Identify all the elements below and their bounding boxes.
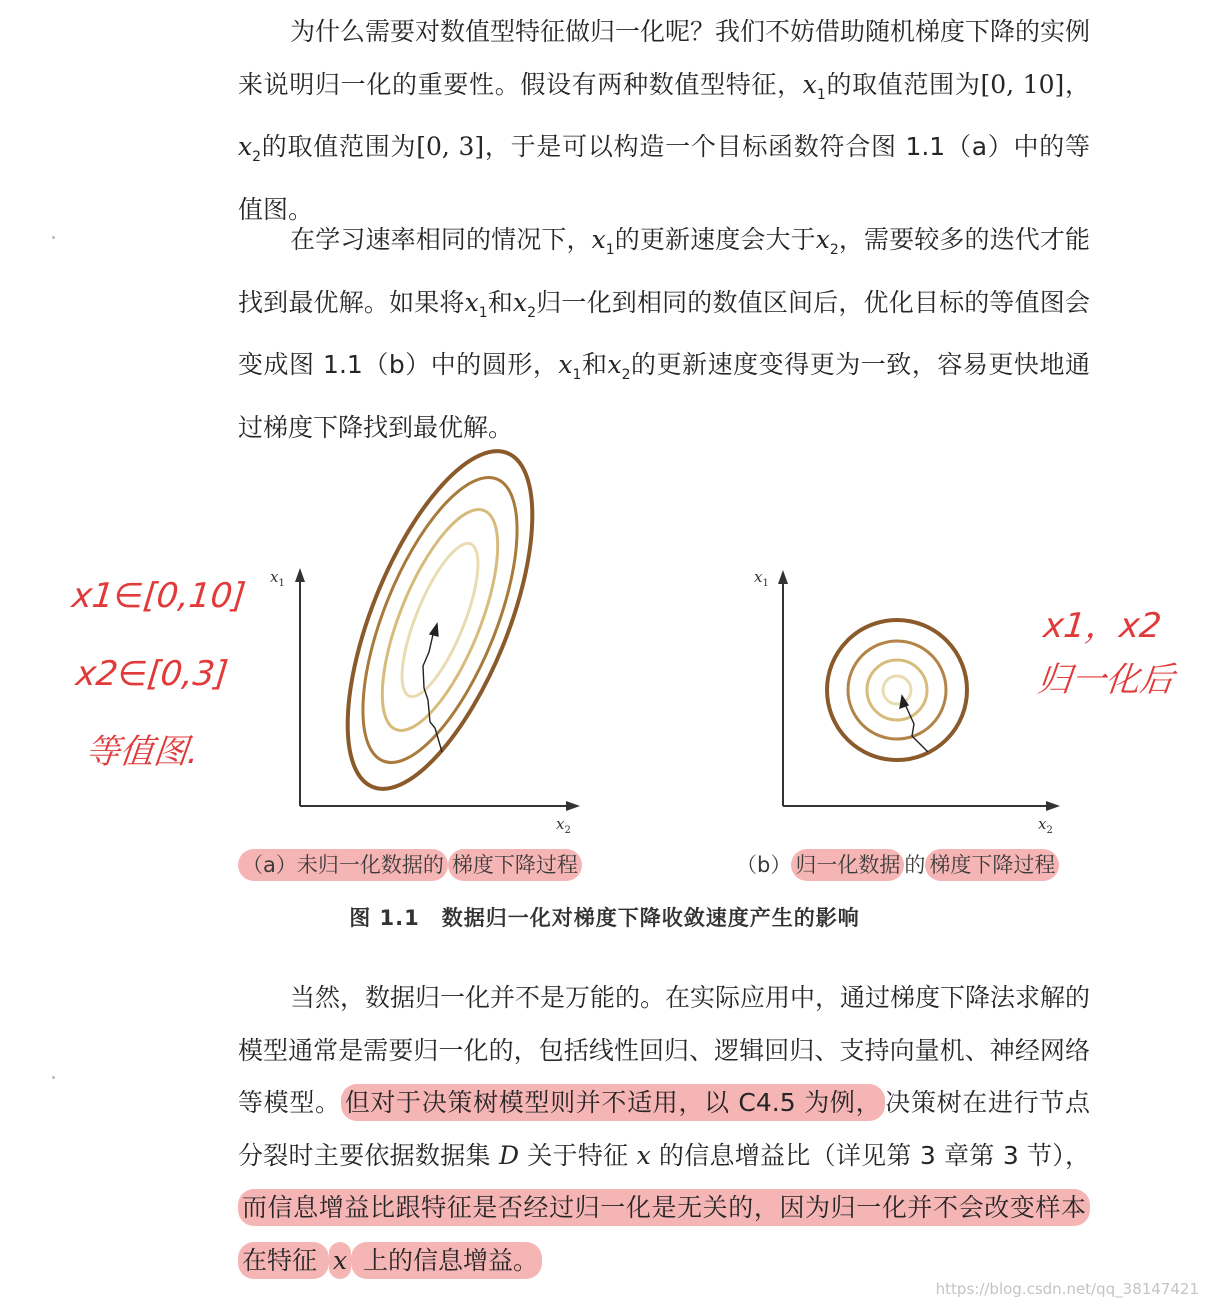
- text: 在学习速率相同的情况下，: [290, 225, 592, 254]
- sub: 1: [762, 578, 769, 589]
- subscript: 2: [829, 242, 839, 258]
- figure-a-caption: [238, 849, 582, 879]
- figure-b-caption: [736, 849, 1059, 879]
- annotation-left-1: x1∈[0,10]: [69, 576, 248, 616]
- range: [0, 3]: [416, 132, 485, 161]
- caption-a-text: （a）未归一化数据的: [238, 849, 448, 881]
- text: 归一化到相同的数值区间后，优化目标的等值图会变成图 1.1（b）中的圆形，: [238, 287, 1090, 379]
- annotation-right-1: x1，x2: [1041, 606, 1164, 646]
- text: 的取值范围为: [261, 132, 417, 161]
- caption-a-highlight: 梯度下降过程: [448, 849, 582, 881]
- variable: x: [802, 69, 817, 99]
- variable: x: [636, 1140, 651, 1170]
- contour-3: [867, 660, 927, 720]
- variable: x: [513, 287, 528, 317]
- annotation-left-2: x2∈[0,3]: [73, 654, 231, 694]
- highlight-2: 而信息增益比跟特征是否经过归一化是无关的，因为归一化并不会改变样本在特征: [238, 1189, 1090, 1279]
- subscript: 2: [527, 304, 537, 321]
- paragraph-3: [238, 972, 1090, 1287]
- variable: x: [607, 350, 622, 379]
- figure-b-axes: [778, 570, 1060, 811]
- caption-b-prefix: （b）: [736, 853, 792, 877]
- subscript: 2: [252, 149, 262, 165]
- text: 和: [487, 287, 513, 317]
- text: ，需要较多的迭代才能找到最优解。如果将: [238, 225, 1090, 317]
- figure-a-contours: [310, 428, 571, 813]
- contour-4: [883, 676, 911, 704]
- text: ，: [1064, 69, 1090, 99]
- text: 当然，数据归一化并不是万能的。在实际应用中，通过梯度下降法求解的模型通常是需要归一化的，包括线性回归、逻辑回归、支持向量机、神经网络等模型。: [238, 983, 1091, 1117]
- figure-title: 图 1.1 数据归一化对梯度下降收敛速度产生的影响: [349, 906, 860, 930]
- caption-b-highlight-2: 梯度下降过程: [925, 849, 1059, 881]
- text: 的取值范围为: [825, 69, 981, 99]
- variable: x: [815, 225, 830, 254]
- figure-a-x-label: [556, 815, 571, 836]
- variable: x: [558, 350, 573, 379]
- figure-a-y-label: [270, 568, 285, 589]
- figure-b-x-label: [1038, 815, 1053, 836]
- scan-speck: [52, 236, 55, 239]
- contour-4: [387, 535, 493, 705]
- caption-b-highlight-1: 归一化数据: [791, 849, 904, 881]
- text: 关于特征: [519, 1140, 637, 1170]
- text: 和: [581, 350, 608, 379]
- subscript: 2: [621, 367, 631, 383]
- caption-b-mid: 的: [904, 853, 926, 877]
- text: 的更新速度变得更为一致，容易更快地通过梯度下降找到最优解。: [238, 350, 1090, 442]
- text: 的信息增益比（详见第 3 章第 3 节），: [650, 1140, 1090, 1170]
- variable: D: [498, 1140, 520, 1170]
- sub: 1: [278, 578, 285, 589]
- range: [0, 10]: [980, 69, 1065, 99]
- subscript: 1: [572, 367, 582, 383]
- text: ，于是可以构造一个目标函数符合图 1.1（a）中的等值图。: [238, 132, 1090, 224]
- contour-2: [331, 458, 549, 782]
- var: x: [270, 568, 279, 586]
- contour-3: [359, 496, 522, 745]
- variable: x: [238, 132, 253, 161]
- highlight-variable: x: [329, 1242, 351, 1279]
- annotation-left-3: 等值图.: [83, 732, 201, 772]
- variable: x: [464, 287, 479, 317]
- watermark: https://blog.csdn.net/qq_38147421: [935, 1280, 1199, 1298]
- figure-b-contours: [827, 620, 967, 760]
- text: 的更新速度会大于: [614, 225, 816, 254]
- contour-2: [848, 641, 946, 739]
- subscript: 1: [816, 86, 826, 103]
- figure-b-y-label: [754, 568, 769, 589]
- subscript: 1: [478, 304, 488, 321]
- contour-outer: [310, 428, 571, 813]
- subscript: 1: [605, 242, 615, 258]
- annotation-right-2: 归一化后: [1035, 660, 1176, 700]
- var: x: [1038, 815, 1047, 833]
- text: 决策树在进行节点分裂时主要依据数据集: [238, 1088, 1090, 1170]
- sub: 2: [1046, 825, 1053, 836]
- highlight-1: 但对于决策树模型则并不适用，以 C4.5 为例，: [341, 1084, 886, 1121]
- var: x: [556, 815, 565, 833]
- figure-a-axes: [295, 568, 580, 811]
- variable: x: [591, 225, 606, 254]
- var: x: [754, 568, 763, 586]
- text: 为什么需要对数值型特征做归一化呢？我们不妨借助随机梯度下降的实例来说明归一化的重要性。假设有两种数值型特征，: [238, 17, 1091, 99]
- scan-speck: [52, 1076, 55, 1079]
- highlight-3: 上的信息增益。: [351, 1242, 542, 1279]
- sub: 2: [564, 825, 571, 836]
